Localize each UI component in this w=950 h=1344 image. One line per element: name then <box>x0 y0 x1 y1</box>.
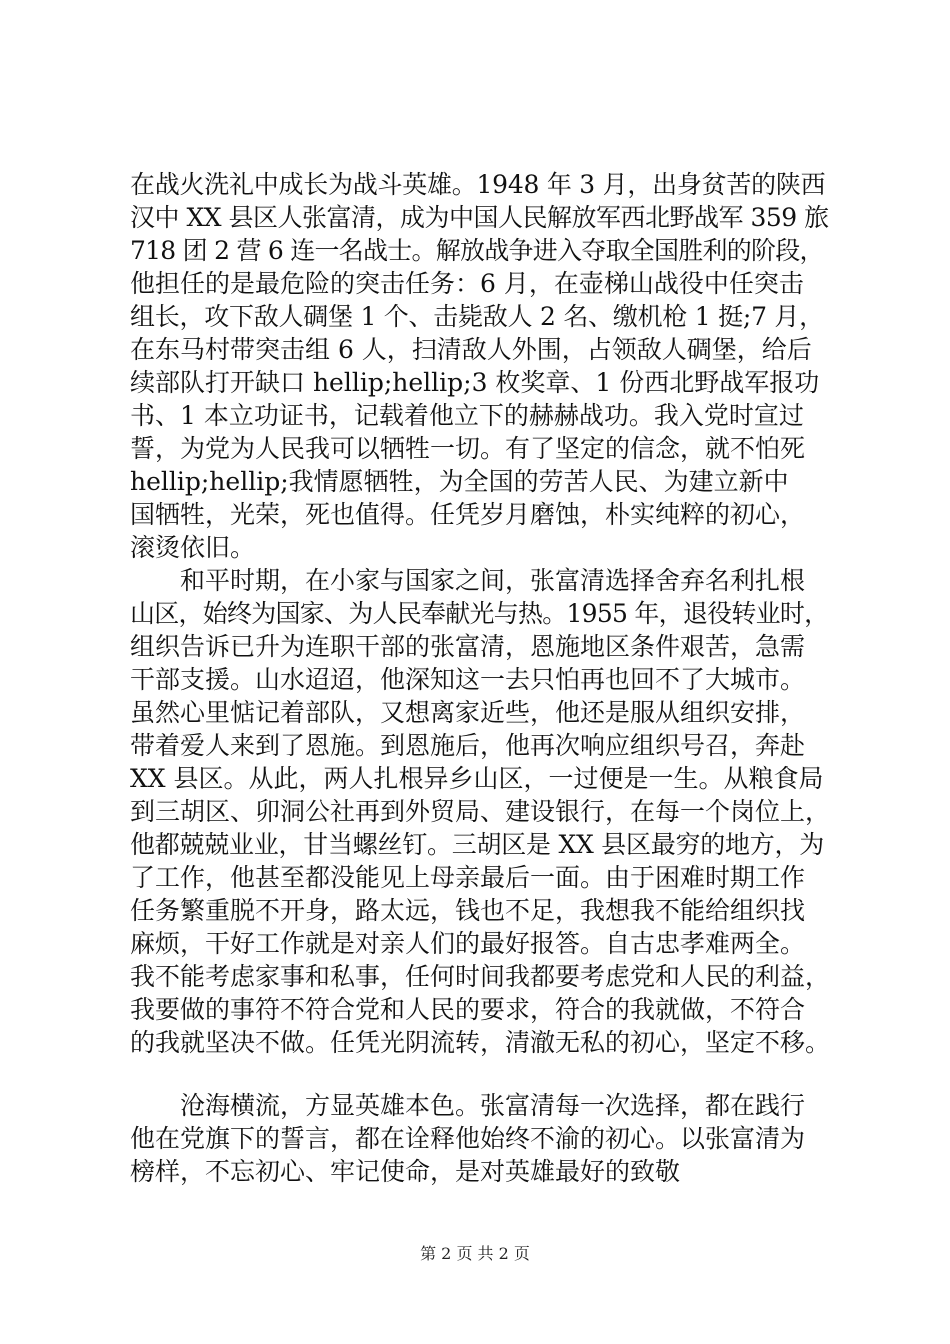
text-line: 在战火洗礼中成长为战斗英雄。1948 年 3 月，出身贫苦的陕西 <box>130 170 826 199</box>
paragraph-1 <box>130 168 830 564</box>
text-line: 山区，始终为国家、为人民奉献光与热。1955 年，退役转业时， <box>130 599 829 628</box>
text-line: 书、1 本立功证书，记载着他立下的赫赫战功。我入党时宣过 <box>130 401 804 430</box>
text-line: 沧海横流，方显英雄本色。张富清每一次选择，都在践行 <box>180 1091 806 1120</box>
text-line: 组长，攻下敌人碉堡 1 个、击毙敌人 2 名、缴机枪 1 挺;7 月， <box>130 302 824 331</box>
page-footer <box>0 1244 950 1264</box>
paragraph-spacer <box>130 1059 830 1089</box>
text-line: 了工作，他甚至都没能见上母亲最后一面。由于困难时期工作 <box>130 863 806 892</box>
page-number-label: 第 2 页 共 2 页 <box>420 1244 530 1263</box>
text-line: 他都兢兢业业，甘当螺丝钉。三胡区是 XX 县区最穷的地方，为 <box>130 830 824 859</box>
text-line: 在东马村带突击组 6 人，扫清敌人外围，占领敌人碉堡，给后 <box>130 335 812 364</box>
paragraph-2 <box>130 564 830 1059</box>
text-line: 718 团 2 营 6 连一名战士。解放战争进入夺取全国胜利的阶段， <box>130 236 824 265</box>
text-line: 誓，为党为人民我可以牺牲一切。有了坚定的信念，就不怕死 <box>130 434 806 463</box>
text-line: 干部支援。山水迢迢，他深知这一去只怕再也回不了大城市。 <box>130 665 806 694</box>
text-line: 国牺牲，光荣，死也值得。任凭岁月磨蚀，朴实纯粹的初心， <box>130 500 806 529</box>
text-line: 他在党旗下的誓言，都在诠释他始终不渝的初心。以张富清为 <box>130 1124 806 1153</box>
text-line: 到三胡区、卯洞公社再到外贸局、建设银行，在每一个岗位上， <box>130 797 831 826</box>
text-line: 我不能考虑家事和私事，任何时间我都要考虑党和人民的利益， <box>130 962 831 991</box>
document-body <box>130 168 830 1188</box>
text-line: 带着爱人来到了恩施。到恩施后，他再次响应组织号召，奔赴 <box>130 731 806 760</box>
text-line: 的我就坚决不做。任凭光阴流转，清澈无私的初心，坚定不移。 <box>130 1028 831 1057</box>
text-line: 组织告诉已升为连职干部的张富清，恩施地区条件艰苦，急需 <box>130 632 806 661</box>
text-line: 虽然心里惦记着部队，又想离家近些，他还是服从组织安排， <box>130 698 806 727</box>
text-line: 汉中 XX 县区人张富清，成为中国人民解放军西北野战军 359 旅 <box>130 203 829 232</box>
text-line: 滚烫依旧。 <box>130 533 256 562</box>
text-line: 榜样，不忘初心、牢记使命，是对英雄最好的致敬 <box>130 1157 681 1186</box>
text-line: 续部队打开缺口 hellip;hellip;3 枚奖章、1 份西北野战军报功 <box>130 368 820 397</box>
text-line: 任务繁重脱不开身，路太远，钱也不足，我想我不能给组织找 <box>130 896 806 925</box>
text-line: XX 县区。从此，两人扎根异乡山区，一过便是一生。从粮食局 <box>130 764 824 793</box>
text-line: hellip;hellip;我情愿牺牲，为全国的劳苦人民、为建立新中 <box>130 467 789 496</box>
text-line: 麻烦，干好工作就是对亲人们的最好报答。自古忠孝难两全。 <box>130 929 806 958</box>
text-line: 我要做的事符不符合党和人民的要求，符合的我就做，不符合 <box>130 995 806 1024</box>
text-line: 他担任的是最危险的突击任务：6 月，在壶梯山战役中任突击 <box>130 269 804 298</box>
text-line: 和平时期，在小家与国家之间，张富清选择舍弃名利扎根 <box>180 566 806 595</box>
paragraph-3 <box>130 1089 830 1188</box>
